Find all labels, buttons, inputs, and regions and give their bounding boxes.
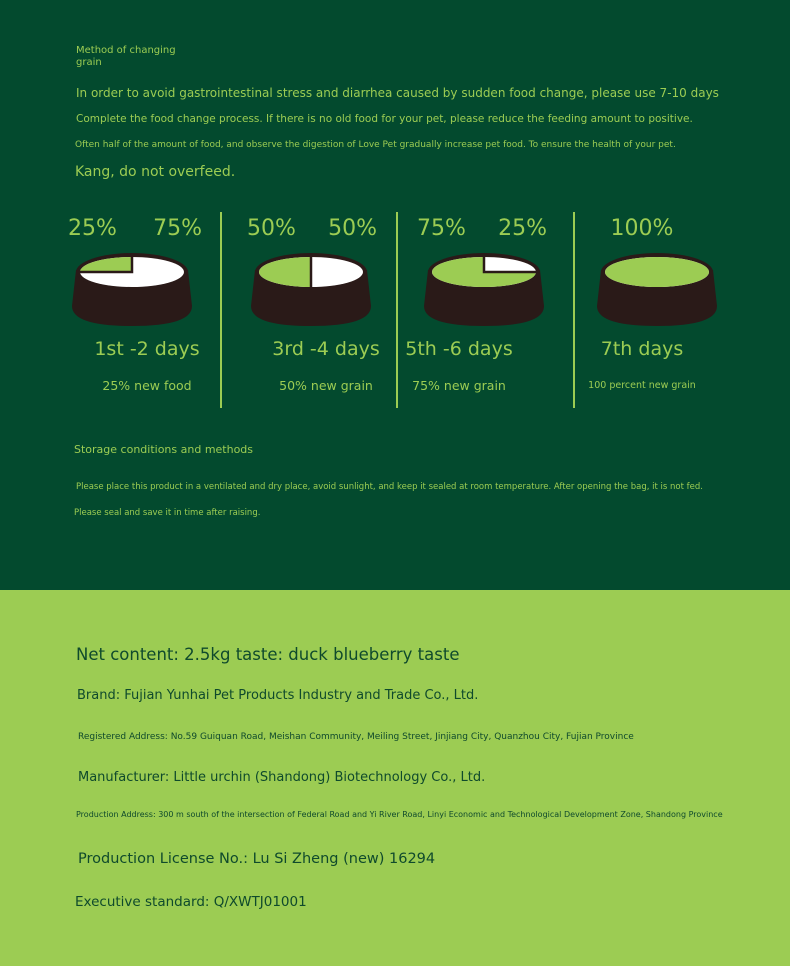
new-food-percent: 25% [498, 216, 547, 241]
stage-4 [587, 210, 757, 410]
stage-note: 25% new food [102, 378, 192, 393]
new-food-portion [605, 257, 709, 287]
intro-paragraph-2: Complete the food change process. If there is no old food for your pet, please reduce the feeding amount to positive. [76, 113, 693, 125]
bowl-icon [597, 250, 727, 330]
intro-paragraph-4: Kang, do not overfeed. [75, 164, 236, 180]
production-address: Production Address: 300 m south of the intersection of Federal Road and Yi River Road, Linyi Economic and Technological Development Zone, Shandong Province [76, 810, 723, 819]
production-license: Production License No.: Lu Si Zheng (new) 16294 [78, 851, 436, 867]
stage-days: 1st -2 days [94, 338, 200, 360]
stage-1 [62, 210, 232, 410]
bowl-icon [72, 250, 202, 330]
old-food-percent: 50% [247, 216, 296, 241]
intro-paragraph-1: In order to avoid gastrointestinal stress and diarrhea caused by sudden food change, please use 7-10 days [76, 86, 719, 100]
intro-paragraph-3: Often half of the amount of food, and observe the digestion of Love Pet gradually increase pet food. To ensure the health of your pet. [75, 140, 676, 150]
stage-days: 7th days [600, 338, 684, 360]
old-food-percent: 75% [417, 216, 466, 241]
registered-address: Registered Address: No.59 Guiquan Road, Meishan Community, Meiling Street, Jinjiang City, Quanzhou City, Fujian Province [78, 732, 634, 742]
stage-divider [573, 212, 575, 408]
brand: Brand: Fujian Yunhai Pet Products Industry and Trade Co., Ltd. [77, 688, 479, 703]
storage-line-2: Please seal and save it in time after raising. [74, 508, 261, 518]
new-food-percent: 75% [153, 216, 202, 241]
method-title: Method of changing grain [76, 45, 176, 68]
stage-note: 75% new grain [412, 378, 506, 393]
stage-days: 3rd -4 days [272, 338, 380, 360]
bowl-icon [251, 250, 381, 330]
product-info-section [0, 590, 790, 966]
new-food-portion [80, 257, 132, 272]
executive-standard: Executive standard: Q/XWTJ01001 [75, 894, 307, 910]
manufacturer: Manufacturer: Little urchin (Shandong) Biotechnology Co., Ltd. [78, 770, 486, 785]
stage-note: 50% new grain [279, 378, 373, 393]
net-content: Net content: 2.5kg taste: duck blueberry taste [76, 645, 460, 664]
bowl-icon [424, 250, 554, 330]
new-food-percent: 100% [610, 216, 674, 241]
storage-line-1: Please place this product in a ventilated and dry place, avoid sunlight, and keep it sealed at room temperature. After opening the bag, it is not fed. [76, 482, 703, 492]
old-food-percent: 25% [68, 216, 117, 241]
stage-note: 100 percent new grain [588, 380, 696, 391]
new-food-percent: 50% [328, 216, 377, 241]
stage-divider [220, 212, 222, 408]
stage-days: 5th -6 days [405, 338, 513, 360]
storage-title: Storage conditions and methods [74, 443, 254, 456]
